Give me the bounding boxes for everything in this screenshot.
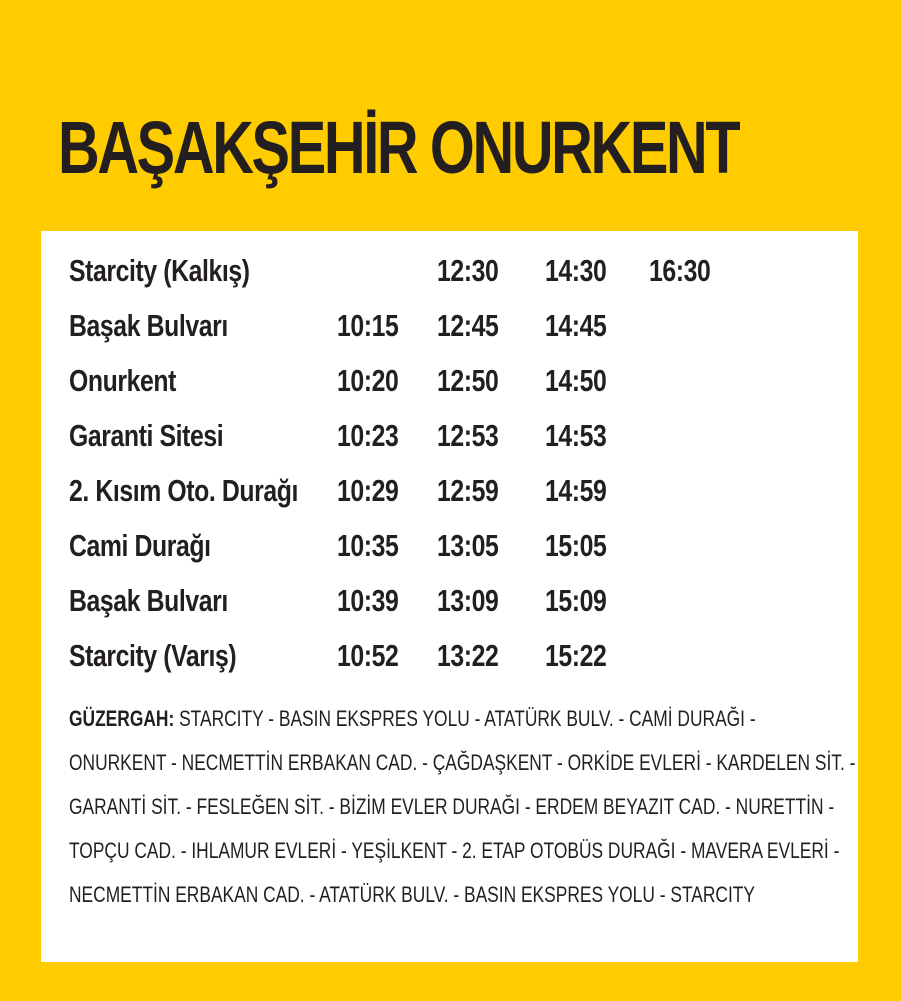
departure-time: 10:35 (337, 528, 399, 563)
stop-name: 2. Kısım Oto. Durağı (69, 473, 299, 508)
stop-name: Starcity (Varış) (69, 638, 237, 673)
route-description (69, 697, 856, 917)
departure-time: 10:23 (337, 418, 399, 453)
route-label: GÜZERGAH: (69, 706, 175, 731)
page-title: BAŞAKŞEHİR ONURKENT (58, 106, 739, 189)
departure-time: 14:53 (545, 418, 607, 453)
schedule-row (41, 471, 858, 511)
route-text: STARCITY - BASIN EKSPRES YOLU - ATATÜRK BULV. - CAMİ DURAĞI - (174, 706, 756, 731)
departure-time: 10:39 (337, 583, 399, 618)
stop-name: Cami Durağı (69, 528, 211, 563)
departure-time: 12:45 (437, 308, 499, 343)
route-line: TOPÇU CAD. - IHLAMUR EVLERİ - YEŞİLKENT - 2. ETAP OTOBÜS DURAĞI - MAVERA EVLERİ - (69, 838, 840, 863)
departure-time: 14:45 (545, 308, 607, 343)
schedule-row (41, 636, 858, 676)
stop-name: Başak Bulvarı (69, 308, 228, 343)
route-line (69, 697, 839, 741)
departure-time: 10:20 (337, 363, 399, 398)
schedule-row (41, 581, 858, 621)
schedule-panel (41, 231, 858, 962)
stop-name: Onurkent (69, 363, 177, 398)
stop-name: Başak Bulvarı (69, 583, 228, 618)
departure-time: 10:29 (337, 473, 399, 508)
departure-time: 15:22 (545, 638, 607, 673)
route-line: NECMETTİN ERBAKAN CAD. - ATATÜRK BULV. - BASIN EKSPRES YOLU - STARCITY (69, 882, 756, 907)
departure-time: 14:50 (545, 363, 607, 398)
departure-time: 15:05 (545, 528, 607, 563)
schedule-row (41, 361, 858, 401)
schedule-row (41, 526, 858, 566)
schedule-row (41, 251, 858, 291)
departure-time: 13:05 (437, 528, 499, 563)
departure-time: 12:59 (437, 473, 499, 508)
departure-time: 14:30 (545, 253, 607, 288)
departure-time: 15:09 (545, 583, 607, 618)
departure-time: 16:30 (649, 253, 711, 288)
departure-time: 12:53 (437, 418, 499, 453)
departure-time: 12:50 (437, 363, 499, 398)
departure-time: 10:15 (337, 308, 399, 343)
departure-time: 12:30 (437, 253, 499, 288)
departure-time: 13:09 (437, 583, 499, 618)
stop-name: Garanti Sitesi (69, 418, 224, 453)
departure-time: 10:52 (337, 638, 399, 673)
schedule-row (41, 416, 858, 456)
route-line: GARANTİ SİT. - FESLEĞEN SİT. - BİZİM EVLER DURAĞI - ERDEM BEYAZIT CAD. - NURETTİN - (69, 794, 835, 819)
stop-name: Starcity (Kalkış) (69, 253, 250, 288)
schedule-row (41, 306, 858, 346)
departure-time: 14:59 (545, 473, 607, 508)
departure-time: 13:22 (437, 638, 499, 673)
route-line: ONURKENT - NECMETTİN ERBAKAN CAD. - ÇAĞDAŞKENT - ORKİDE EVLERİ - KARDELEN SİT. - (69, 750, 856, 775)
